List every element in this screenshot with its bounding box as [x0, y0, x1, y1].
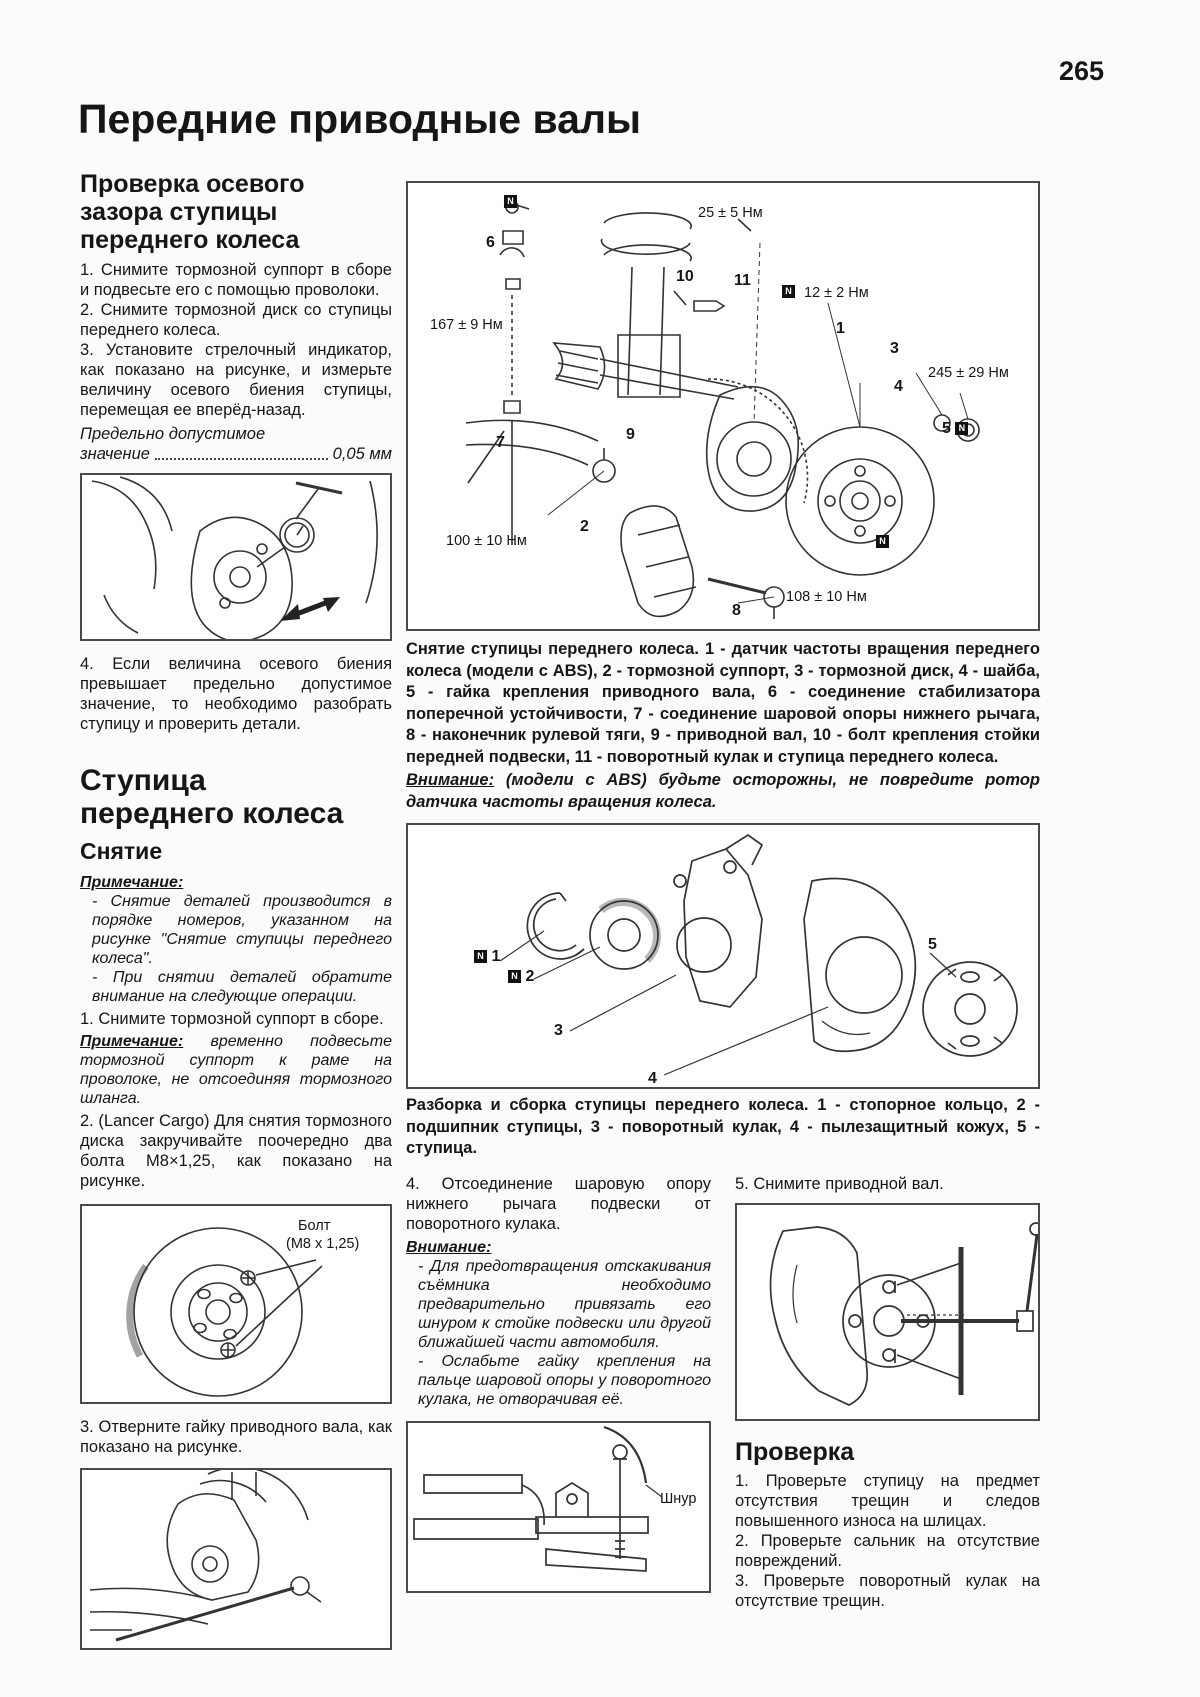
removal-step-2: 2. (Lancer Cargo) Для снятия тормозного диска закручивайте поочередно два болта М8×1,25, как показано на рисунке.	[80, 1112, 392, 1190]
limit-line2	[80, 444, 392, 464]
torque-167: 167 ± 9 Нм	[430, 317, 503, 333]
part-callout-3: 3	[890, 340, 899, 357]
balljoint-separator-figure	[406, 1421, 711, 1593]
n-marker-icon: N	[508, 970, 521, 983]
part-callout-7: 7	[496, 434, 505, 451]
note-block-2	[80, 1032, 392, 1108]
removal-step-1: 1. Снимите тормозной суппорт в сборе.	[80, 1010, 384, 1028]
leader-dots	[155, 458, 328, 460]
note1-item-1: - Снятие деталей производится в порядке номеров, указанном на рисунке "Снятие ступицы переднего колеса".	[92, 893, 392, 967]
assy-callout-2: N 2	[508, 969, 534, 985]
bolt-callout-line1: Болт	[298, 1218, 331, 1234]
hub-heading-line1: Ступица	[80, 764, 206, 797]
bolt-callout-line2: (М8 х 1,25)	[286, 1236, 360, 1252]
balljoint-warning-label: Внимание:	[406, 1238, 492, 1256]
note2-label: Примечание:	[80, 1033, 184, 1050]
part-callout-5: 5 N	[942, 421, 968, 437]
axial-step-4: 4. Если величина осевого биения превышает предельно допустимое значение, то необходимо разобрать ступицу и проверить детали.	[80, 655, 392, 733]
hub-assembly-illustration	[408, 825, 1038, 1087]
n-marker-icon: N	[955, 422, 968, 435]
n-marker-icon: N	[782, 285, 795, 298]
limit-line1: Предельно допустимое	[80, 425, 266, 443]
axial-step-3: 3. Установите стрелочный индикатор, как показано на рисунке, и измерьте величину осевого биения ступицы, перемещая ее вперёд-назад.	[80, 341, 392, 419]
hub-assembly-caption: Разборка и сборка ступицы переднего колеса. 1 - стопорное кольцо, 2 - подшипник ступицы, 3 - поворотный кулак, 4 - пылезащитный кожух, 5 - ступица.	[406, 1096, 1040, 1157]
driveshaft-column	[735, 1174, 1040, 1611]
hub-removal-illustration	[408, 183, 1038, 629]
axial-play-figure	[80, 473, 392, 641]
limit-word: значение	[80, 445, 150, 463]
hub-assembly-figure	[406, 823, 1040, 1089]
balljoint-warning-item-2: - Ослабьте гайку крепления на пальце шаровой опоры у поворотного кулака, не отворачивая её.	[418, 1352, 711, 1408]
double-arrow-icon	[280, 597, 340, 621]
hub-removal-caption: Снятие ступицы переднего колеса. 1 - датчик частоты вращения переднего колеса (модели с ABS), 2 - тормозной суппорт, 3 - тормозной диск, 4 - шайба, 5 - гайка крепления приводного вала, 6 - соединение стабилизатора поперечной устойчивости, 7 - соединение шаровой опоры нижнего рычага, 8 - наконечник рулевой тяги, 9 - приводной вал, 10 - болт крепления стойки передней подвески, 11 - поворотный кулак и ступица переднего колеса.	[406, 640, 1040, 766]
assy-callout-4: 4	[648, 1070, 657, 1087]
abs-warning	[406, 770, 1040, 813]
page-title: Передние приводные валы	[78, 96, 642, 142]
note-block-1	[80, 873, 392, 1006]
puller-illustration	[737, 1205, 1038, 1419]
separator-illustration	[408, 1423, 709, 1591]
check-item-2: 2. Проверьте сальник на отсутствие повреждений.	[735, 1531, 1040, 1570]
removal-subheading: Снятие	[80, 838, 163, 864]
removal-step-3: 3. Отверните гайку приводного вала, как показано на рисунке.	[80, 1418, 392, 1456]
balljoint-column	[406, 1174, 711, 1611]
assy-callout-3: 3	[554, 1022, 563, 1039]
lower-columns	[406, 1174, 1040, 1611]
hub-removal-figure	[406, 181, 1040, 631]
suspension-illustration	[82, 1470, 390, 1648]
torque-108: 108 ± 10 Нм	[786, 589, 867, 605]
cord-callout: Шнур	[660, 1490, 697, 1507]
note2-text: временно подвесьте тормозной суппорт к раме на проволоке, не отсоединяя тормозного шланга.	[80, 1033, 392, 1107]
drive-shaft-nut-figure	[80, 1468, 392, 1650]
driveshaft-puller-figure	[735, 1203, 1040, 1421]
torque-245: 245 ± 29 Нм	[928, 365, 1009, 381]
assy-callout-1: N 1	[474, 949, 500, 965]
note1-item-2: - При снятии деталей обратите внимание на следующие операции.	[92, 969, 392, 1005]
n-marker-icon: N	[504, 195, 517, 208]
check-item-3: 3. Проверьте поворотный кулак на отсутствие трещин.	[735, 1571, 1040, 1610]
hub-heading-line2: переднего колеса	[80, 797, 344, 830]
balljoint-warning	[406, 1238, 711, 1409]
assy-callout-5: 5	[928, 936, 937, 953]
axial-play-illustration	[82, 475, 390, 639]
check-heading: Проверка	[735, 1437, 855, 1466]
right-area	[406, 181, 1040, 1611]
abs-warning-text: (модели с ABS) будьте осторожны, не повредите ротор датчика частоты вращения колеса.	[406, 771, 1040, 811]
n-marker-icon: N	[474, 950, 487, 963]
torque-100: 100 ± 10 Нм	[446, 533, 527, 549]
part-callout-9: 9	[626, 426, 635, 443]
torque-12: 12 ± 2 Нм	[804, 285, 869, 301]
part-callout-1: 1	[836, 320, 845, 337]
part-callout-10: 10	[676, 268, 694, 285]
axial-check-heading: Проверка осевого зазора ступицы переднего колеса	[80, 170, 305, 254]
part-callout-6: 6	[486, 234, 495, 251]
limit-value-block	[80, 425, 392, 464]
abs-warning-label: Внимание:	[406, 771, 495, 789]
part-callout-8: 8	[732, 602, 741, 619]
part-callout-4: 4	[894, 378, 903, 395]
limit-value: 0,05 мм	[332, 445, 392, 463]
part-callout-11: 11	[734, 272, 751, 289]
balljoint-step-4: 4. Отсоединение шаровую опору нижнего рычага подвески от поворотного кулака.	[406, 1174, 711, 1233]
axial-step-2: 2. Снимите тормозной диск со ступицы переднего колеса.	[80, 301, 392, 339]
note1-label: Примечание:	[80, 874, 184, 891]
torque-25: 25 ± 5 Нм	[698, 205, 763, 221]
brake-disc-bolt-figure	[80, 1204, 392, 1404]
n-marker-icon: N	[876, 535, 889, 548]
balljoint-warning-item-1: - Для предотвращения отскакивания съёмника необходимо предварительно привязать его шнуром к стойке подвески или другой ближайшей части автомобиля.	[418, 1257, 711, 1351]
driveshaft-step-5: 5. Снимите приводной вал.	[735, 1174, 944, 1193]
page-number: 265	[1058, 56, 1104, 86]
part-callout-2: 2	[580, 518, 589, 535]
check-item-1: 1. Проверьте ступицу на предмет отсутствия трещин и следов повышенного износа на шлицах.	[735, 1471, 1040, 1530]
left-column	[80, 170, 392, 1650]
axial-step-1: 1. Снимите тормозной суппорт в сборе и подвесьте его с помощью проволоки.	[80, 261, 392, 299]
